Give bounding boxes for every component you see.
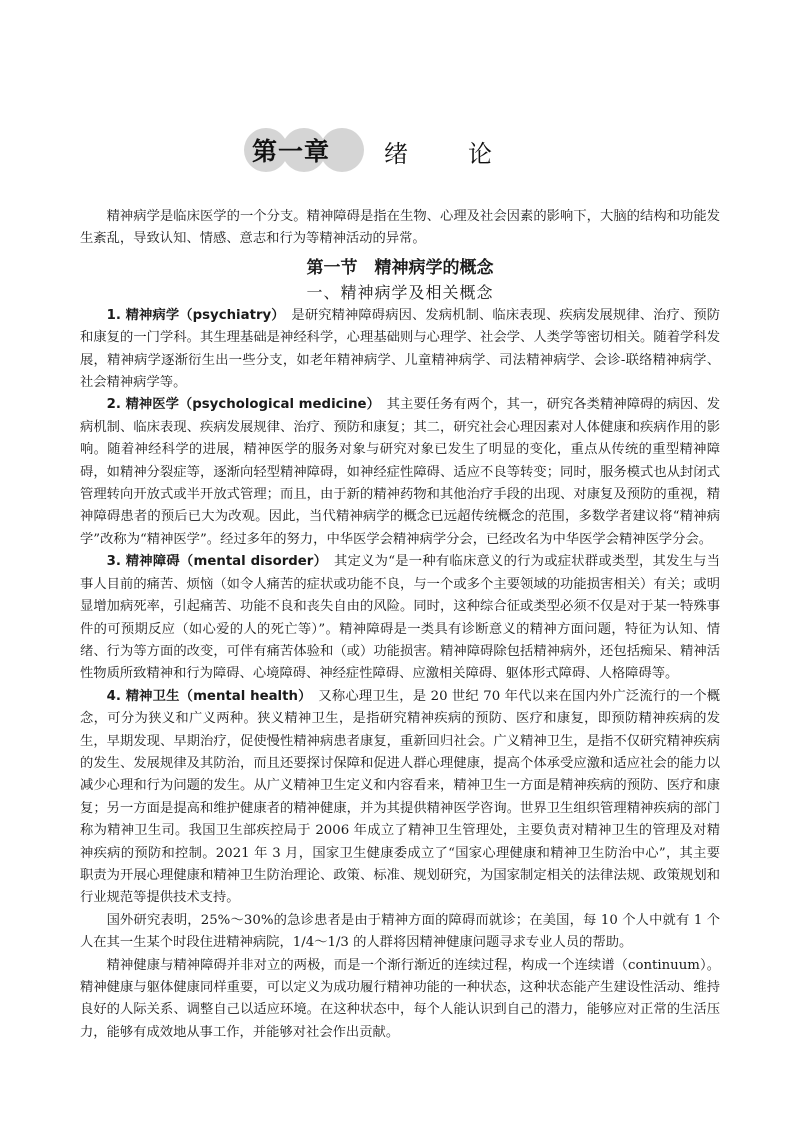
- paragraph-text: 精神健康与精神障碍并非对立的两极，而是一个渐行渐近的连续过程，构成一个连续谱（continuum）。精神健康与躯体健康同样重要，可以定义为成功履行精神功能的一种状态，这种状态能产生建设性活动、维持良好的人际关系、调整自己以适应环境。在这种状态中，每个人能认识到自己的潜力，能够应对正常的生活压力，能够有成效地从事工作，并能够对社会作出贡献。: [80, 957, 720, 1040]
- paragraph-foreign-research: [80, 910, 720, 955]
- chapter-number: 第一章: [252, 137, 331, 166]
- section-title: 第一节 精神病学的概念: [306, 257, 494, 278]
- paragraph-text: 又称心理卫生，是 20 世纪 70 年代以来在国内外广泛流行的一个概念，可分为狭义和广义两种。狭义精神卫生，是指研究精神疾病的预防、医疗和康复，即预防精神疾病的发生，早期发现、早期治疗，促使慢性精神病患者康复，重新回归社会。广义精神卫生，是指不仅研究精神疾病的发生、发展规律及其防治，而且还要探讨保障和促进人群心理健康，提高个体承受应激和适应社会的能力以减少心理和行为问题的发生。从广义精神卫生定义和内容看来，精神卫生一方面是精神疾病的预防、医疗和康复；另一方面是提高和维护健康者的精神健康，并为其提供精神医学咨询。世界卫生组织管理精神疾病的部门称为精神卫生司。我国卫生部疾控局于 2006 年成立了精神卫生管理处，主要负责对精神卫生的管理及对精神疾病的预防和控制。2021 年 3 月，国家卫生健康委成立了“国家心理健康和精神卫生防治中心”，其主要职责为开展心理健康和精神卫生防治理论、政策、标准、规划研究，为国家制定相关的法律法规、政策规划和行业规范等提供技术支持。: [80, 688, 720, 906]
- chapter-heading: [0, 120, 800, 180]
- term-psychological-medicine: 2. 精神医学（psychological medicine）: [106, 397, 374, 413]
- term-mental-disorder: 3. 精神障碍（mental disorder）: [106, 554, 321, 570]
- paragraph-mental-health: [80, 686, 720, 910]
- intro-paragraph: 精神病学是临床医学的一个分支。精神障碍是指在生物、心理及社会因素的影响下，大脑的结构和功能发生紊乱，导致认知、情感、意志和行为等精神活动的异常。: [80, 209, 720, 247]
- paragraph-text: 是研究精神障碍病因、发病机制、临床表现、疾病发展规律、治疗、预防和康复的一门学科。其生理基础是神经科学，心理基础则与心理学、社会学、人类学等密切相关。随着学科发展，精神病学逐渐衍生出一些分支，如老年精神病学、儿童精神病学、司法精神病学、会诊-联络精神病学、社会精神病学等。: [80, 307, 721, 391]
- paragraph-text: 国外研究表明，25%～30%的急诊患者是由于精神方面的障碍而就诊；在美国，每 10 个人中就有 1 个人在其一生某个时段住进精神病院，1/4～1/3 的人群将因精神健康问题寻求专业人员的帮助。: [80, 912, 720, 951]
- body-text: [80, 206, 720, 1044]
- paragraph-mental-disorder: [80, 551, 720, 685]
- paragraph-text: 其定义为“是一种有临床意义的行为或症状群或类型，其发生与当事人目前的痛苦、烦恼（如令人痛苦的症状或功能不良，与一个或多个主要领域的功能损害相关）有关；或明显增加病死率，引起痛苦、功能不良和丧失自由的风险。同时，这种综合征或类型必须不仅是对于某一特殊事件的可预期反应（如心爱的人的死亡等）”。精神障碍是一类具有诊断意义的精神方面问题，特征为认知、情绪、行为等方面的改变，可伴有痛苦体验和（或）功能损害。精神障碍除包括精神病外，还包括痴呆、精神活性物质所致精神和行为障碍、心境障碍、神经症性障碍、应激相关障碍、躯体形式障碍、人格障碍等。: [80, 554, 720, 682]
- paragraph-psychological-medicine: [80, 394, 720, 551]
- term-mental-health: 4. 精神卫生（mental health）: [106, 688, 305, 704]
- paragraph-continuum: [80, 955, 720, 1045]
- paragraph-text: 其主要任务有两个，其一，研究各类精神障碍的病因、发病机制、临床表现、疾病发展规律、治疗、预防和康复；其二，研究社会心理因素对人体健康和疾病作用的影响。随着神经科学的进展，精神医学的服务对象与研究对象已发生了明显的变化，重点从传统的重型精神障碍，如精神分裂症等，逐渐向轻型精神障碍，如神经症性障碍、适应不良等转变；同时，服务模式也从封闭式管理转向开放式或半开放式管理；而且，由于新的精神药物和其他治疗手段的出现、对康复及预防的重视，精神障碍患者的预后已大为改观。因此，当代精神病学的概念已远超传统概念的范围，多数学者建议将“精神病学”改称为“精神医学”。经过多年的努力，中华医学会精神病学分会，已经改名为中华医学会精神医学分会。: [80, 397, 721, 547]
- subsection-title: 一、精神病学及相关概念: [306, 282, 494, 302]
- chapter-title: 绪论: [384, 140, 552, 168]
- paragraph-psychiatry: [80, 305, 720, 395]
- term-psychiatry: 1. 精神病学（psychiatry）: [106, 307, 279, 323]
